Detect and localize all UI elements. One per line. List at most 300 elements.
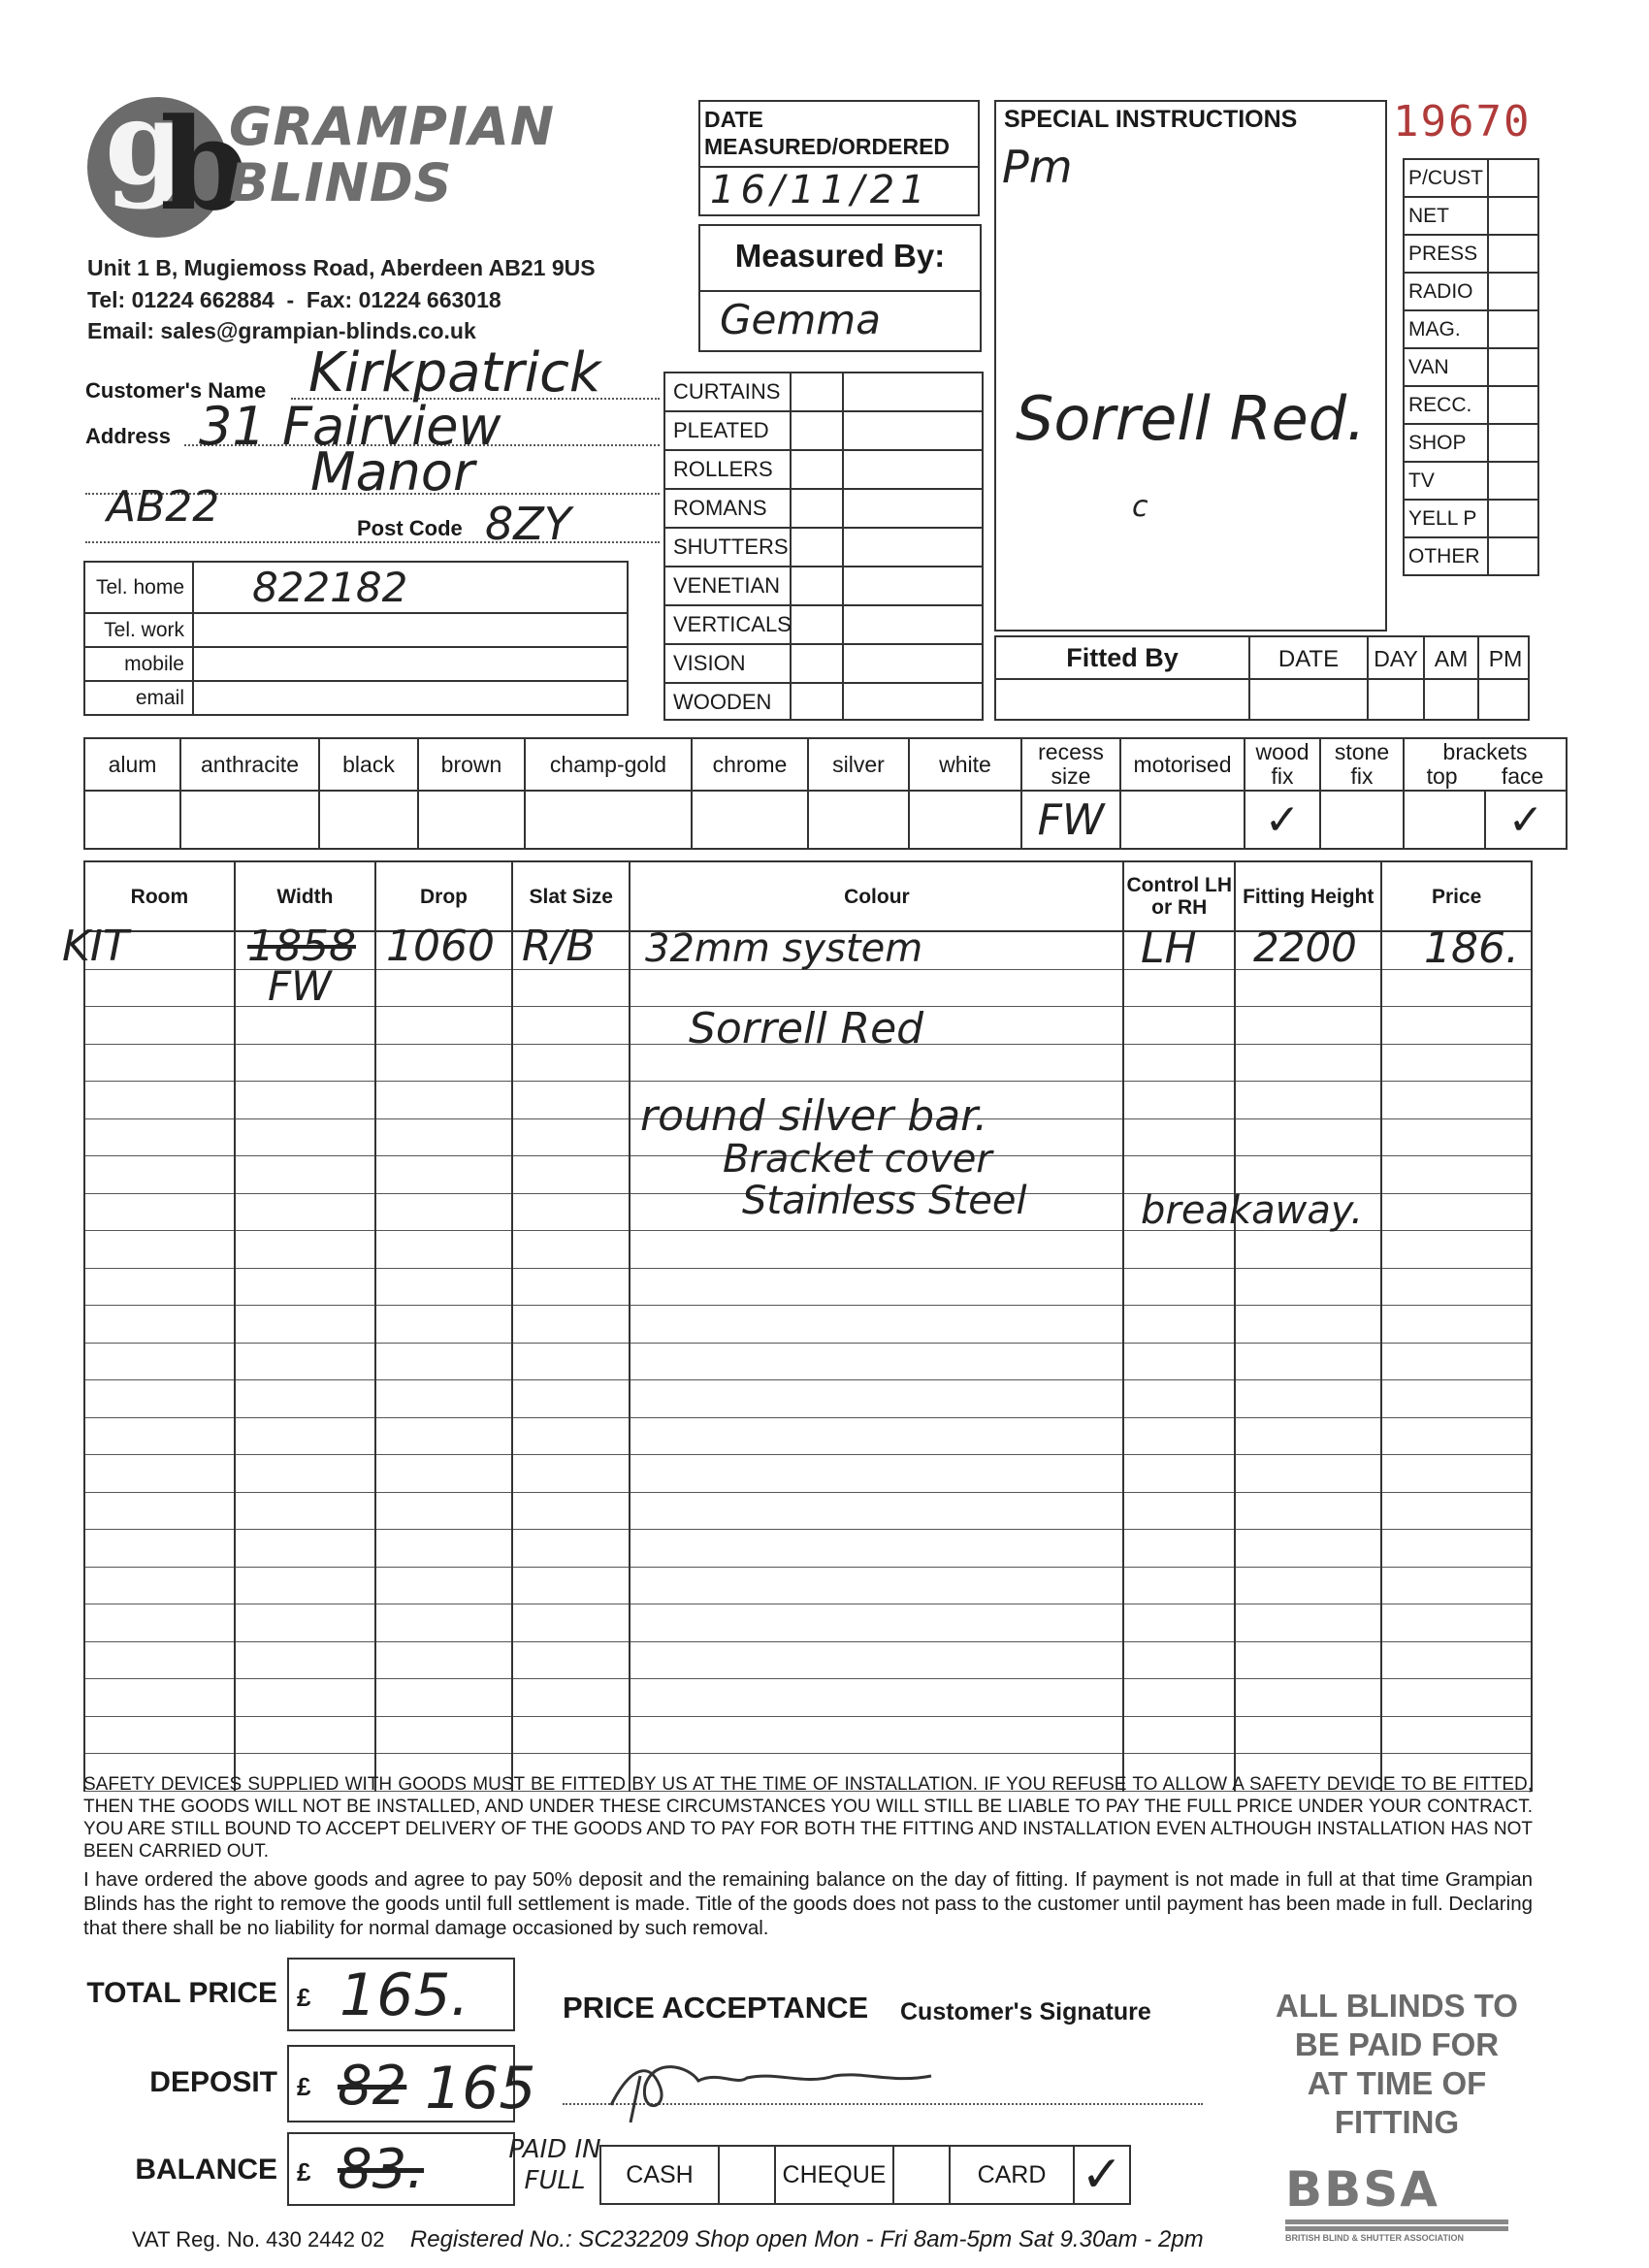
source-row (1404, 462, 1538, 500)
table-cell[interactable] (84, 1604, 235, 1642)
product-detail-cell[interactable] (844, 490, 982, 527)
source-label: RADIO (1404, 273, 1488, 310)
notice-line3: AT TIME OF (1307, 2065, 1487, 2101)
logo-b-letter: b (160, 90, 248, 239)
phone-row (84, 562, 628, 613)
source-tick-cell[interactable] (1488, 537, 1538, 575)
table-cell[interactable] (512, 1567, 630, 1604)
table-cell[interactable] (1381, 1679, 1532, 1717)
date-box (698, 100, 980, 216)
product-label: ROLLERS (665, 451, 792, 488)
product-detail-cell[interactable] (844, 606, 982, 643)
product-qty-cell[interactable] (792, 567, 844, 604)
table-cell[interactable] (1123, 1567, 1235, 1604)
special-instructions-line3: c (1132, 490, 1148, 524)
brand-name (229, 96, 556, 213)
source-row (1404, 159, 1538, 197)
method-cheque-box[interactable] (894, 2147, 951, 2203)
total-currency: £ (297, 1983, 311, 2012)
phone-table (83, 561, 629, 716)
source-label: P/CUST (1404, 159, 1488, 197)
table-cell[interactable] (630, 1530, 1123, 1568)
fitted-pm-label: PM (1488, 646, 1523, 671)
table-cell[interactable] (1123, 1641, 1235, 1679)
phone-value[interactable] (193, 681, 628, 715)
table-cell[interactable] (630, 1343, 1123, 1380)
method-cash[interactable]: CASH (601, 2147, 720, 2203)
method-card[interactable]: CARD (951, 2147, 1075, 2203)
table-cell[interactable] (1381, 1118, 1532, 1156)
table-cell[interactable] (1235, 1231, 1381, 1269)
table-cell[interactable] (1235, 1530, 1381, 1568)
product-row (663, 682, 984, 721)
source-tick-cell[interactable] (1488, 235, 1538, 273)
source-row (1404, 537, 1538, 575)
table-cell[interactable] (512, 969, 630, 1007)
table-cell[interactable] (1381, 1007, 1532, 1045)
table-cell[interactable] (512, 1268, 630, 1306)
opt-brackets-label: brackets (1442, 739, 1528, 764)
table-cell[interactable] (512, 1082, 630, 1119)
phone-row (84, 681, 628, 715)
table-cell[interactable] (235, 1044, 375, 1082)
table-row (84, 1268, 1532, 1306)
table-cell[interactable] (630, 1417, 1123, 1455)
table-cell[interactable] (1381, 1380, 1532, 1418)
agreement-text: I have ordered the above goods and agree to pay 50% deposit and the remaining balance on the day of fitting. If payment is not made in full at that time Grampian Blinds has the right to remove the goods until full settlement is made. Title of the goods does not pass to the customer until payment has been made in full. Declaring that there shall be no liability for normal damage occasioned by such removal. (83, 1868, 1533, 1939)
table-cell[interactable] (235, 1604, 375, 1642)
opt-black: black (319, 738, 418, 791)
table-cell[interactable] (1381, 1193, 1532, 1231)
balance-currency: £ (297, 2157, 311, 2187)
table-cell[interactable] (375, 1118, 512, 1156)
notice-line1: ALL BLINDS TO (1276, 1988, 1518, 2024)
row1-price: 186. (1424, 923, 1519, 973)
table-cell[interactable] (512, 1716, 630, 1754)
table-row (84, 1530, 1532, 1568)
price-acceptance-label: PRICE ACCEPTANCE (563, 1991, 869, 2025)
registered-info: Registered No.: SC232209 Shop open Mon - Fri 8am-5pm Sat 9.30am - 2pm (409, 2226, 1204, 2252)
phone-row (84, 647, 628, 681)
table-cell[interactable] (375, 1492, 512, 1530)
table-cell[interactable] (1381, 1306, 1532, 1344)
table-cell[interactable] (84, 1641, 235, 1679)
table-cell[interactable] (375, 1641, 512, 1679)
table-cell[interactable] (1381, 1156, 1532, 1194)
table-cell[interactable] (1235, 969, 1381, 1007)
table-cell[interactable] (630, 1641, 1123, 1679)
table-cell[interactable] (512, 1455, 630, 1493)
source-label: SHOP (1404, 424, 1488, 462)
table-cell[interactable] (1381, 1044, 1532, 1082)
table-cell[interactable] (1381, 1455, 1532, 1493)
product-detail-cell[interactable] (844, 645, 982, 682)
table-cell[interactable] (375, 1231, 512, 1269)
table-cell[interactable] (235, 1380, 375, 1418)
payment-notice (1251, 1987, 1542, 2142)
table-cell[interactable] (375, 1530, 512, 1568)
table-cell[interactable] (375, 1156, 512, 1194)
product-row (663, 410, 984, 449)
table-cell[interactable] (1381, 1492, 1532, 1530)
table-cell[interactable] (512, 1306, 630, 1344)
source-label: NET (1404, 197, 1488, 235)
table-cell[interactable] (1235, 1492, 1381, 1530)
table-cell[interactable] (84, 1530, 235, 1568)
product-label: WOODEN (665, 684, 792, 719)
table-cell[interactable] (1123, 1530, 1235, 1568)
source-tick-cell[interactable] (1488, 386, 1538, 424)
date-value: 16/11/21 (710, 168, 931, 212)
address-line1: 31 Fairview (199, 396, 501, 457)
source-label: YELL P (1404, 500, 1488, 537)
table-cell[interactable] (1381, 1417, 1532, 1455)
table-cell[interactable] (1123, 1118, 1235, 1156)
table-cell[interactable] (512, 1343, 630, 1380)
table-cell[interactable] (1235, 1716, 1381, 1754)
col-width: Width (235, 861, 375, 931)
phone-label: mobile (84, 647, 193, 681)
table-cell[interactable] (235, 1679, 375, 1717)
table-cell[interactable] (1235, 1380, 1381, 1418)
table-cell[interactable] (1235, 1007, 1381, 1045)
row1-slat: R/B (522, 922, 596, 971)
table-cell[interactable] (375, 1380, 512, 1418)
table-cell[interactable] (84, 1716, 235, 1754)
table-cell[interactable] (235, 1082, 375, 1119)
table-cell[interactable] (1123, 1306, 1235, 1344)
table-row (84, 1492, 1532, 1530)
deposit-label: DEPOSIT (149, 2066, 277, 2098)
table-cell[interactable] (84, 1231, 235, 1269)
table-cell[interactable] (1235, 1455, 1381, 1493)
measured-by-box (698, 224, 982, 352)
table-cell[interactable] (630, 1455, 1123, 1493)
table-cell[interactable] (1235, 1641, 1381, 1679)
product-qty-cell[interactable] (792, 490, 844, 527)
fitted-date-label: DATE (1277, 646, 1340, 672)
phone-value[interactable] (193, 613, 628, 647)
product-qty-cell[interactable] (792, 684, 844, 719)
phone-row (84, 613, 628, 647)
row1-height: 2200 (1253, 923, 1357, 971)
bbsa-name: BRITISH BLIND & SHUTTER ASSOCIATION (1285, 2233, 1464, 2243)
table-cell[interactable] (630, 1380, 1123, 1418)
col-colour: Colour (630, 861, 1123, 931)
special-instructions-label: SPECIAL INSTRUCTIONS (1004, 106, 1298, 133)
product-detail-cell[interactable] (844, 373, 982, 410)
table-cell[interactable] (512, 1156, 630, 1194)
address-label: Address (85, 424, 172, 448)
table-cell[interactable] (375, 1268, 512, 1306)
table-cell[interactable] (1235, 1343, 1381, 1380)
table-cell[interactable] (1123, 1044, 1235, 1082)
table-cell[interactable] (630, 969, 1123, 1007)
deposit-struck: 82 (338, 2055, 407, 2118)
table-cell[interactable] (512, 1007, 630, 1045)
table-cell[interactable] (375, 1417, 512, 1455)
notice-line2: BE PAID FOR (1294, 2026, 1500, 2062)
table-cell[interactable] (630, 1679, 1123, 1717)
opt-recess-size: recess size (1021, 738, 1120, 791)
options-value-row (84, 791, 1567, 849)
table-cell[interactable] (630, 1492, 1123, 1530)
table-cell[interactable] (375, 1455, 512, 1493)
table-cell[interactable] (235, 1716, 375, 1754)
table-cell[interactable] (84, 1082, 235, 1119)
row1-control: LH (1141, 923, 1197, 973)
table-cell[interactable] (1235, 1417, 1381, 1455)
phone-label: Tel. work (84, 613, 193, 647)
method-cash-box[interactable] (720, 2147, 776, 2203)
table-cell[interactable] (235, 1193, 375, 1231)
method-card-tick[interactable]: ✓ (1081, 2146, 1123, 2204)
table-cell[interactable] (1381, 1082, 1532, 1119)
table-cell[interactable] (235, 1118, 375, 1156)
table-cell[interactable] (375, 1343, 512, 1380)
table-cell[interactable] (375, 969, 512, 1007)
source-tick-cell[interactable] (1488, 159, 1538, 197)
table-cell[interactable] (1123, 1492, 1235, 1530)
table-cell[interactable] (375, 1306, 512, 1344)
row1-colour-note1: Sorrell Red (689, 1004, 924, 1053)
table-cell[interactable] (512, 1193, 630, 1231)
table-cell[interactable] (1123, 1343, 1235, 1380)
customer-name-label: Customer's Name (85, 378, 267, 403)
table-cell[interactable] (512, 1231, 630, 1269)
product-qty-cell[interactable] (792, 451, 844, 488)
table-cell[interactable] (512, 1417, 630, 1455)
table-cell[interactable] (630, 1567, 1123, 1604)
table-cell[interactable] (84, 1044, 235, 1082)
table-cell[interactable] (235, 1530, 375, 1568)
product-row (663, 527, 984, 566)
opt-alum: alum (84, 738, 180, 791)
postcode-value: 8ZY (485, 498, 571, 550)
col-control: Control LH or RH (1123, 861, 1235, 931)
table-cell[interactable] (375, 1716, 512, 1754)
table-cell[interactable] (375, 1044, 512, 1082)
product-detail-cell[interactable] (844, 529, 982, 566)
signature-label: Customer's Signature (900, 1998, 1151, 2025)
source-tick-cell[interactable] (1488, 500, 1538, 537)
table-cell[interactable] (84, 1007, 235, 1045)
total-price-box (287, 1958, 515, 2031)
source-row (1404, 310, 1538, 348)
table-cell[interactable] (1381, 1343, 1532, 1380)
deposit-box (287, 2045, 536, 2122)
table-cell[interactable] (512, 1044, 630, 1082)
table-cell[interactable] (1123, 969, 1235, 1007)
table-cell[interactable] (375, 1567, 512, 1604)
table-cell[interactable] (375, 1679, 512, 1717)
product-detail-cell[interactable] (844, 451, 982, 488)
bbsa-logo-text: BBSA (1285, 2161, 1439, 2218)
table-row (84, 1641, 1532, 1679)
method-cheque[interactable]: CHEQUE (776, 2147, 894, 2203)
balance-box (287, 2132, 515, 2206)
product-detail-cell[interactable] (844, 567, 982, 604)
table-cell[interactable] (512, 1604, 630, 1642)
row1-colour-note2: round silver bar. (640, 1091, 988, 1141)
table-cell[interactable] (1123, 1716, 1235, 1754)
table-cell[interactable] (84, 1679, 235, 1717)
table-cell[interactable] (1235, 1118, 1381, 1156)
phone-value[interactable] (193, 647, 628, 681)
table-cell[interactable] (84, 1306, 235, 1344)
table-cell[interactable] (84, 969, 235, 1007)
source-label: OTHER (1404, 537, 1488, 575)
table-cell[interactable] (512, 1492, 630, 1530)
table-cell[interactable] (1381, 1604, 1532, 1642)
table-cell[interactable] (512, 1118, 630, 1156)
source-tick-cell[interactable] (1488, 310, 1538, 348)
phone-value[interactable]: 822182 (193, 562, 628, 613)
source-tick-cell[interactable] (1488, 348, 1538, 386)
table-cell[interactable] (84, 1492, 235, 1530)
product-qty-cell[interactable] (792, 645, 844, 682)
deposit-value: 165 (425, 2055, 536, 2122)
table-row (84, 1455, 1532, 1493)
product-qty-cell[interactable] (792, 529, 844, 566)
table-cell[interactable] (1381, 1641, 1532, 1679)
table-cell[interactable] (512, 1679, 630, 1717)
table-cell[interactable] (1123, 1007, 1235, 1045)
table-cell[interactable] (1381, 1716, 1532, 1754)
row1-width-note: FW (268, 962, 332, 1010)
table-cell[interactable] (512, 1530, 630, 1568)
table-cell[interactable] (1381, 1268, 1532, 1306)
table-cell[interactable] (1235, 1082, 1381, 1119)
table-cell[interactable] (375, 1007, 512, 1045)
table-cell[interactable] (630, 1604, 1123, 1642)
table-cell[interactable] (235, 1343, 375, 1380)
table-cell[interactable] (1235, 1604, 1381, 1642)
table-cell[interactable] (630, 1231, 1123, 1269)
table-cell[interactable] (84, 1156, 235, 1194)
table-cell[interactable] (84, 1417, 235, 1455)
table-cell[interactable] (1235, 1567, 1381, 1604)
table-cell[interactable] (1235, 1306, 1381, 1344)
footer (132, 2226, 1204, 2253)
product-row (663, 372, 984, 410)
table-cell[interactable] (630, 1306, 1123, 1344)
source-label: VAN (1404, 348, 1488, 386)
table-cell[interactable] (235, 1455, 375, 1493)
source-tick-cell[interactable] (1488, 424, 1538, 462)
source-tick-cell[interactable] (1488, 462, 1538, 500)
table-cell[interactable] (235, 1567, 375, 1604)
table-row (84, 1716, 1532, 1754)
table-cell[interactable] (235, 1231, 375, 1269)
table-cell[interactable] (1235, 1044, 1381, 1082)
col-room: Room (84, 861, 235, 931)
product-qty-cell[interactable] (792, 606, 844, 643)
table-cell[interactable] (84, 1118, 235, 1156)
table-cell[interactable] (235, 1417, 375, 1455)
table-cell[interactable] (630, 1716, 1123, 1754)
notice-line4: FITTING (1334, 2104, 1460, 2140)
table-cell[interactable] (1123, 1082, 1235, 1119)
table-cell[interactable] (1381, 1231, 1532, 1269)
table-cell[interactable] (84, 1193, 235, 1231)
table-cell[interactable] (235, 1641, 375, 1679)
table-cell[interactable] (375, 1604, 512, 1642)
table-cell[interactable] (1123, 1417, 1235, 1455)
order-number: 19670 (1393, 97, 1532, 146)
measured-by-value: Gemma (720, 296, 881, 343)
col-drop: Drop (375, 861, 512, 931)
opt-silver: silver (808, 738, 909, 791)
table-cell[interactable] (512, 1380, 630, 1418)
table-cell[interactable] (1123, 1604, 1235, 1642)
row1-drop: 1060 (386, 922, 495, 971)
table-cell[interactable] (84, 1343, 235, 1380)
product-label: SHUTTERS (665, 529, 792, 566)
table-cell[interactable] (512, 1641, 630, 1679)
table-cell[interactable] (1123, 1380, 1235, 1418)
product-qty-cell[interactable] (792, 412, 844, 449)
source-row (1404, 235, 1538, 273)
product-type-list (663, 372, 984, 721)
table-cell[interactable] (1381, 1567, 1532, 1604)
opt-white: white (909, 738, 1021, 791)
table-cell[interactable] (235, 1492, 375, 1530)
table-cell[interactable] (1381, 1530, 1532, 1568)
opt-wood-fix: wood fix (1245, 738, 1320, 791)
table-row (84, 1567, 1532, 1604)
wood-fix-tick: ✓ (1245, 791, 1320, 849)
table-cell[interactable] (375, 1082, 512, 1119)
table-cell[interactable] (235, 1007, 375, 1045)
product-label: CURTAINS (665, 373, 792, 410)
table-row (84, 1306, 1532, 1344)
source-tick-cell[interactable] (1488, 273, 1538, 310)
source-tick-cell[interactable] (1488, 197, 1538, 235)
table-cell[interactable] (1123, 1455, 1235, 1493)
table-cell[interactable] (1235, 1268, 1381, 1306)
table-cell[interactable] (1235, 1679, 1381, 1717)
table-cell[interactable] (375, 1193, 512, 1231)
product-detail-cell[interactable] (844, 684, 982, 719)
postcode-area: AB22 (107, 482, 220, 532)
recess-value: FW (1021, 791, 1120, 849)
product-label: VISION (665, 645, 792, 682)
table-cell[interactable] (84, 1567, 235, 1604)
table-cell[interactable] (84, 1268, 235, 1306)
product-qty-cell[interactable] (792, 373, 844, 410)
total-price-label: TOTAL PRICE (86, 1977, 277, 2009)
options-header-row (84, 738, 1567, 791)
row1-colour-note4: Stainless Steel (742, 1179, 1027, 1223)
product-row (663, 488, 984, 527)
table-cell[interactable] (84, 1455, 235, 1493)
table-cell[interactable] (235, 1306, 375, 1344)
table-cell[interactable] (1123, 1679, 1235, 1717)
table-cell[interactable] (84, 1380, 235, 1418)
source-row (1404, 348, 1538, 386)
table-cell[interactable] (1123, 1231, 1235, 1269)
table-cell[interactable] (235, 1268, 375, 1306)
table-cell[interactable] (1381, 969, 1532, 1007)
col-price: Price (1381, 861, 1532, 931)
table-cell[interactable] (235, 1156, 375, 1194)
fitted-by-box (994, 635, 1530, 721)
table-cell[interactable] (1123, 1268, 1235, 1306)
opt-chrome: chrome (692, 738, 808, 791)
table-cell[interactable] (630, 1268, 1123, 1306)
product-detail-cell[interactable] (844, 412, 982, 449)
